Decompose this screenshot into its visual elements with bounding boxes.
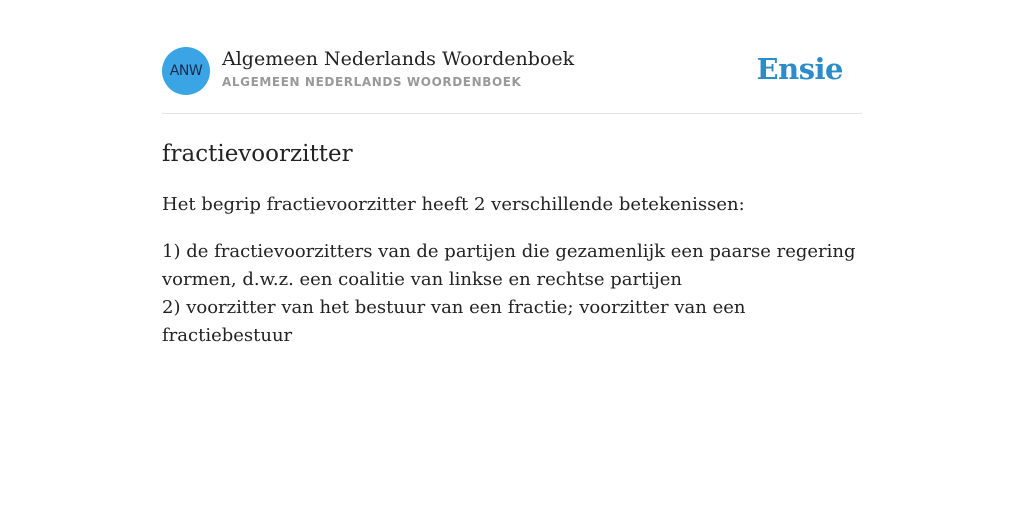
source-subtitle: ALGEMEEN NEDERLANDS WOORDENBOEK xyxy=(222,75,522,89)
meaning-item: 2) voorzitter van het bestuur van een fractie; voorzitter van een fractiebestuur xyxy=(162,297,746,346)
meaning-item: 1) de fractievoorzitters van de partijen die gezamenlijk een paarse regering vormen, d.w.z. een coalitie van linkse en rechtse partijen xyxy=(162,241,856,290)
logo-text: ANW xyxy=(169,63,203,79)
source-title[interactable]: Algemeen Nederlands Woordenboek xyxy=(222,48,575,70)
page xyxy=(162,0,862,350)
meanings-list xyxy=(162,238,862,350)
brand-logo[interactable]: Ensie xyxy=(756,52,843,86)
source-header xyxy=(162,47,862,114)
source-logo[interactable] xyxy=(162,47,210,95)
entry-intro: Het begrip fractievoorzitter heeft 2 verschillende betekenissen: xyxy=(162,194,745,215)
entry-term: fractievoorzitter xyxy=(162,141,353,167)
